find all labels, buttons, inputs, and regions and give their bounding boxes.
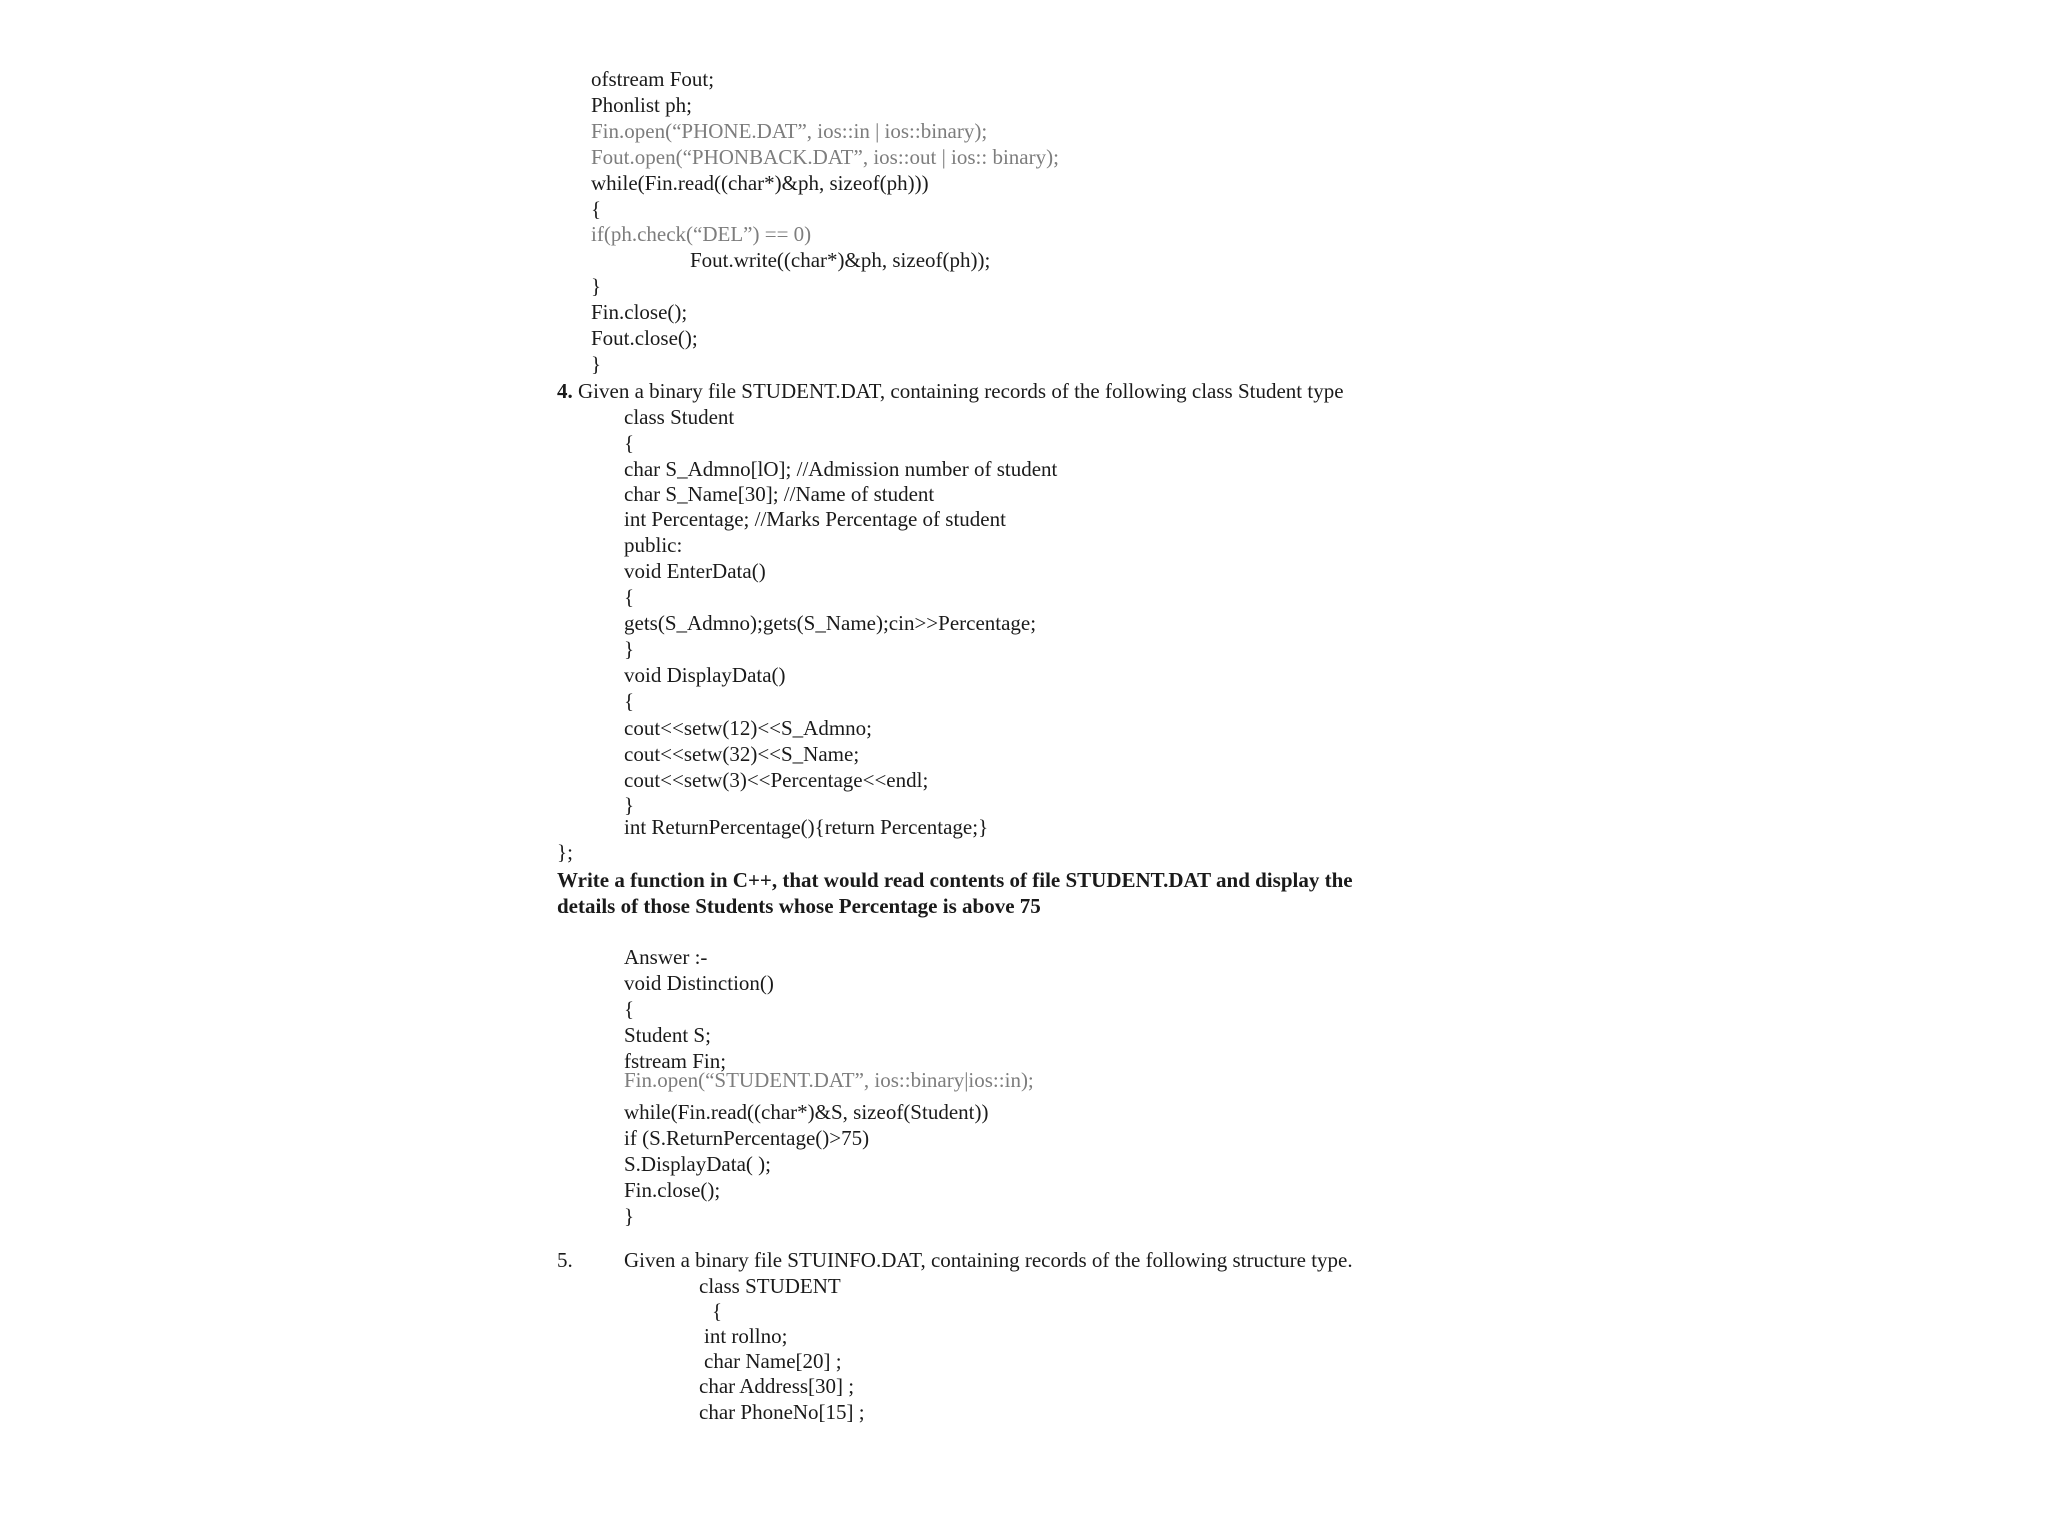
code-line: int Percentage; //Marks Percentage of student: [624, 507, 1006, 531]
code-line: }: [591, 274, 602, 298]
code-line: {: [712, 1299, 723, 1323]
code-line: char PhoneNo[15] ;: [699, 1400, 865, 1424]
code-line: char S_Name[30]; //Name of student: [624, 482, 935, 506]
code-line: S.DisplayData( );: [624, 1152, 771, 1176]
code-line: if(ph.check(“DEL”) == 0): [591, 222, 812, 246]
code-line: while(Fin.read((char*)&S, sizeof(Student)): [624, 1100, 989, 1124]
code-line: char Address[30] ;: [699, 1374, 855, 1398]
code-line: ofstream Fout;: [591, 67, 715, 91]
task-text: Write a function in C++, that would read contents of file STUDENT.DAT and display the: [557, 868, 1353, 892]
code-line: class STUDENT: [699, 1274, 841, 1298]
code-line: }: [624, 1204, 635, 1228]
code-line: void DisplayData(): [624, 663, 786, 687]
task-text: details of those Students whose Percentage is above 75: [557, 894, 1041, 918]
code-line: Phonlist ph;: [591, 93, 692, 117]
code-line: cout<<setw(32)<<S_Name;: [624, 742, 860, 766]
question-number: 4.: [557, 379, 573, 403]
code-line: Fout.close();: [591, 326, 698, 350]
answer-label: Answer :-: [624, 945, 708, 969]
code-line: Fin.close();: [624, 1178, 721, 1202]
question-4-heading: [557, 379, 1344, 403]
code-line: char S_Admno[lO]; //Admission number of student: [624, 457, 1058, 481]
code-line: Fin.close();: [591, 300, 688, 324]
code-line: {: [624, 585, 635, 609]
code-line: gets(S_Admno);gets(S_Name);cin>>Percentage;: [624, 611, 1037, 635]
code-line: void EnterData(): [624, 559, 766, 583]
code-line: public:: [624, 533, 683, 557]
code-line: while(Fin.read((char*)&ph, sizeof(ph))): [591, 171, 929, 195]
question-text: Given a binary file STUINFO.DAT, containing records of the following structure type.: [624, 1248, 1353, 1272]
question-text: Given a binary file STUDENT.DAT, containing records of the following class Student type: [572, 379, 1344, 403]
code-line: cout<<setw(3)<<Percentage<<endl;: [624, 768, 929, 792]
code-line: Student S;: [624, 1023, 711, 1047]
code-line: Fout.write((char*)&ph, sizeof(ph));: [690, 248, 991, 272]
code-line: }: [591, 352, 602, 376]
code-line: Fin.open(“STUDENT.DAT”, ios::binary|ios::in);: [624, 1068, 1034, 1092]
code-line: }: [624, 637, 635, 661]
code-line: Fout.open(“PHONBACK.DAT”, ios::out | ios:: binary);: [591, 145, 1059, 169]
code-line: Fin.open(“PHONE.DAT”, ios::in | ios::binary);: [591, 119, 988, 143]
code-line: cout<<setw(12)<<S_Admno;: [624, 716, 873, 740]
code-line: if (S.ReturnPercentage()>75): [624, 1126, 870, 1150]
code-line: int ReturnPercentage(){return Percentage;}: [624, 815, 989, 839]
code-line: };: [557, 840, 573, 864]
code-line: }: [624, 793, 635, 817]
code-line: {: [624, 689, 635, 713]
question-number: 5.: [557, 1248, 573, 1272]
code-line: int rollno;: [704, 1324, 788, 1348]
code-line: void Distinction(): [624, 971, 774, 995]
code-line: {: [624, 431, 635, 455]
code-line: {: [624, 997, 635, 1021]
code-line: char Name[20] ;: [704, 1349, 842, 1373]
code-line: class Student: [624, 405, 735, 429]
code-line: {: [591, 197, 602, 221]
code-line: fstream Fin;: [624, 1049, 727, 1073]
